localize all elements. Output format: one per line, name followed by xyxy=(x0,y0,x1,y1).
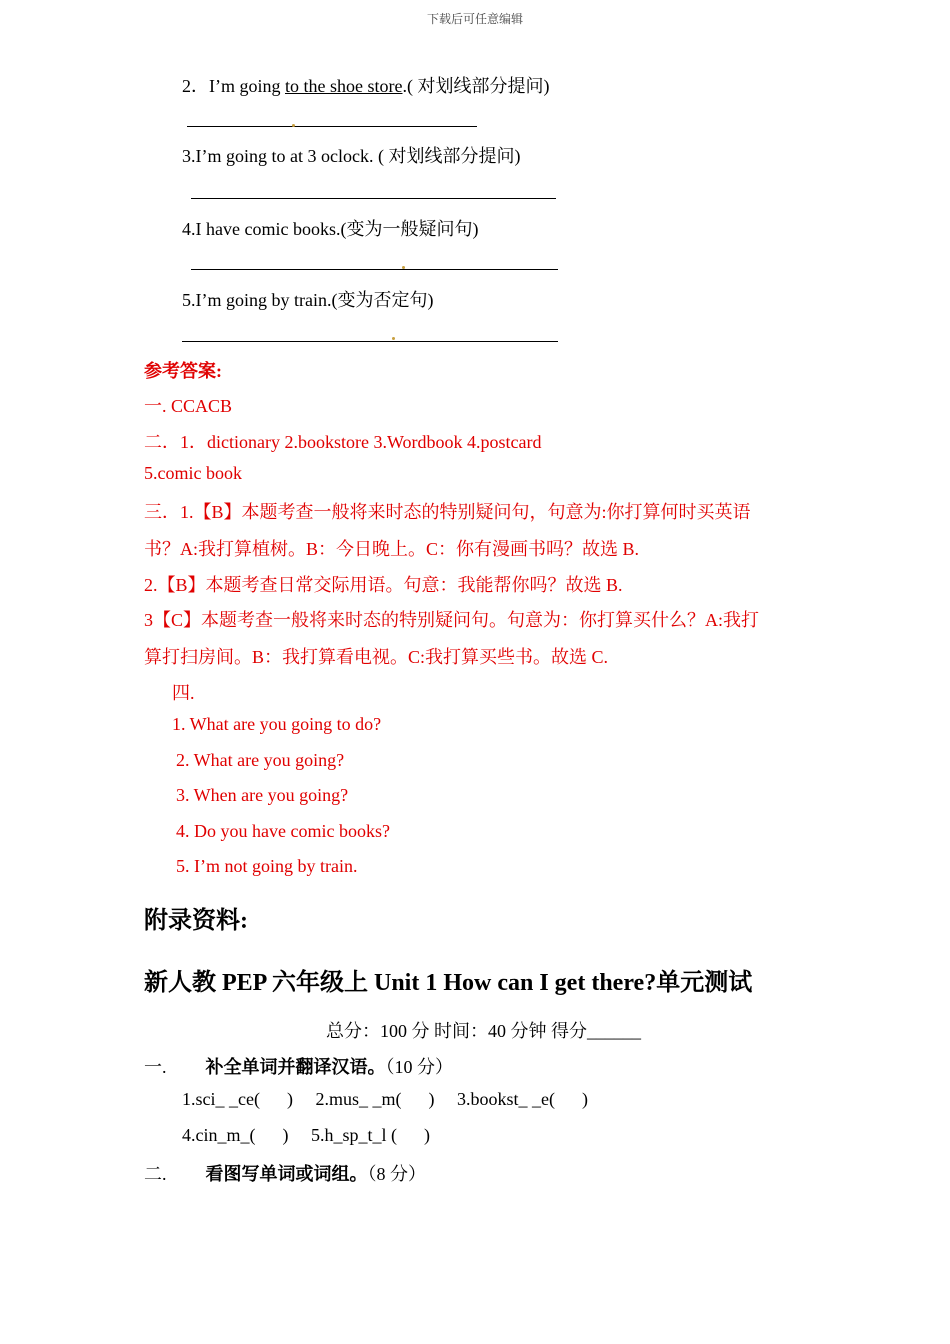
section-1-title: 补全单词并翻译汉语。 xyxy=(205,1057,386,1077)
decor-dot xyxy=(292,124,295,127)
answers-section-3-item-2: 2.【B】本题考查日常交际用语。句意：我能帮你吗？故选 B. xyxy=(144,575,623,595)
answer-blank-3[interactable] xyxy=(191,198,556,199)
answer-blank-5[interactable] xyxy=(182,341,558,342)
test-title: 新人教 PEP 六年级上 Unit 1 How can I get there?单元测试 xyxy=(144,970,753,996)
answers-section-3-item-1b: 书？A:我打算植树。B：今日晚上。C：你有漫画书吗？故选 B. xyxy=(144,539,640,559)
page-header: 下载后可任意编辑 xyxy=(426,12,523,26)
answer-4-item-2: 2. What are you going? xyxy=(176,750,345,770)
decor-dot xyxy=(402,266,405,269)
answer-4-item-4: 4. Do you have comic books? xyxy=(176,821,390,841)
section-1-heading xyxy=(144,1053,453,1079)
section-2-points: （8 分） xyxy=(367,1164,426,1184)
section-2-heading xyxy=(144,1160,426,1186)
answers-section-1: 一. CCACB xyxy=(144,396,233,416)
section-2-title: 看图写单词或词组。 xyxy=(205,1164,368,1184)
question-2 xyxy=(182,72,549,98)
question-2-prefix: 2．I’m going xyxy=(182,76,285,96)
section-1-points: （10 分） xyxy=(385,1057,453,1077)
answers-title: 参考答案: xyxy=(144,361,222,381)
section-1-row-2: 4.cin_m_( ) 5.h_sp_t_l ( ) xyxy=(182,1125,430,1145)
question-3: 3.I’m going to at 3 oclock. ( 对划线部分提问) xyxy=(182,146,521,166)
question-2-suffix: .( 对划线部分提问) xyxy=(402,76,550,96)
answers-section-3-item-3a: 3【C】本题考查一般将来时态的特别疑问句。句意为：你打算买什么？A:我打 xyxy=(144,610,760,630)
section-1-row-1: 1.sci_ _ce( ) 2.mus_ _m( ) 3.bookst_ _e( ) xyxy=(182,1089,588,1109)
answer-blank-2[interactable] xyxy=(187,126,477,127)
answer-4-item-5: 5. I’m not going by train. xyxy=(176,856,358,876)
answer-4-item-1: 1. What are you going to do? xyxy=(172,714,382,734)
answer-4-item-3: 3. When are you going? xyxy=(176,785,349,805)
answers-section-2: 二．1．dictionary 2.bookstore 3.Wordbook 4.postcard xyxy=(144,432,542,452)
appendix-title: 附录资料: xyxy=(144,908,248,934)
decor-dot xyxy=(392,337,395,340)
score-line: 总分：100 分 时间：40 分钟 得分______ xyxy=(326,1021,641,1041)
section-1-number: 一. xyxy=(144,1057,167,1077)
question-2-underlined: to the shoe store xyxy=(285,76,403,96)
answers-section-3-item-3b: 算打扫房间。B：我打算看电视。C:我打算买些书。故选 C. xyxy=(144,647,609,667)
question-5: 5.I’m going by train.(变为否定句) xyxy=(182,290,434,310)
answers-section-4: 四. xyxy=(172,683,195,703)
answers-section-2-cont: 5.comic book xyxy=(144,463,242,483)
answers-section-3-item-1a: 三．1.【B】本题考查一般将来时态的特别疑问句，句意为:你打算何时买英语 xyxy=(144,502,751,522)
answer-blank-4[interactable] xyxy=(191,269,558,270)
section-2-number: 二. xyxy=(144,1164,167,1184)
question-4: 4.I have comic books.(变为一般疑问句) xyxy=(182,219,479,239)
